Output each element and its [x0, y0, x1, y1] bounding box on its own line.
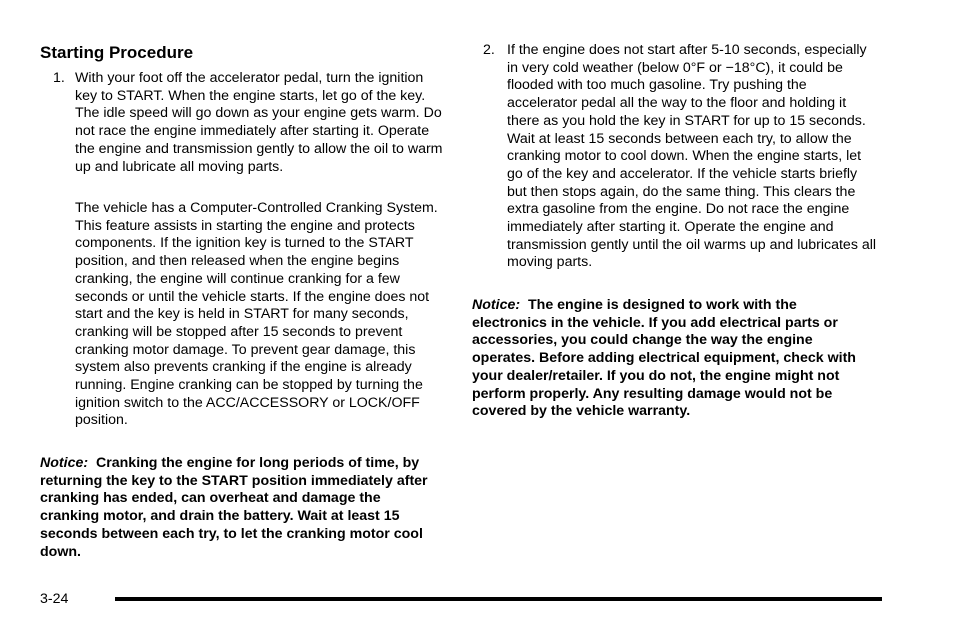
- page-number: 3-24: [40, 591, 69, 607]
- notice-text: Cranking the engine for long periods of time, by returning the key to the START position immediately after cranking has ended, can overheat and damage the cranking motor, and drain the battery. Wait at least 15 seconds between each try, to let the cranking motor cool down.: [40, 455, 428, 560]
- step-1-paragraph-2: The vehicle has a Computer-Controlled Cranking System. This feature assists in starting the engine and protects components. If the ignition key is turned to the START position, and then released when the engine begins cranking, the engine will continue cranking for a few seconds or until the vehicle starts. If the engine does not start and the key is held in START for many seconds, cranking will be stopped after 15 seconds to prevent cranking motor damage. To prevent gear damage, this system also prevents cranking if the engine is already running. Engine cranking can be stopped by turning the ignition switch to the ACC/ACCESSORY or LOCK/OFF position.: [75, 200, 438, 429]
- footer-rule: [115, 597, 882, 601]
- notice-cranking: [40, 455, 440, 561]
- step-1-number: 1.: [53, 70, 65, 86]
- step-1-paragraph-1: With your foot off the accelerator pedal, turn the ignition key to START. When the engine starts, let go of the key. The idle speed will go down as your engine gets warm. Do not race the engine immediately after starting it. Operate the engine and transmission gently to allow the oil to warm up and lubricate all moving parts.: [75, 70, 443, 175]
- notice-electronics: [472, 297, 872, 421]
- notice-label: Notice:: [472, 297, 521, 313]
- notice-text: The engine is designed to work with the electronics in the vehicle. If you add electrical parts or accessories, you could change the way the engine operates. Before adding electrical equipment, check with your dealer/retailer. If you do not, the engine might not perform properly. Any resulting damage would not be covered by the vehicle warranty.: [472, 297, 856, 420]
- step-2-paragraph: If the engine does not start after 5-10 seconds, especially in very cold weather (below 0°F or −18°C), it could be flooded with too much gasoline. Try pushing the accelerator pedal all the way to the floor and holding it there as you hold the key in START for up to 15 seconds. Wait at least 15 seconds between each try, to allow the cranking motor to cool down. When the engine starts, let go of the key and accelerator. If the vehicle starts briefly but then stops again, do the same thing. This clears the extra gasoline from the engine. Do not race the engine immediately after starting it. Operate the engine and transmission gently until the oil warms up and lubricates all moving parts.: [507, 42, 877, 271]
- section-heading: Starting Procedure: [40, 43, 194, 62]
- step-2-number: 2.: [483, 42, 495, 58]
- notice-label: Notice:: [40, 455, 89, 471]
